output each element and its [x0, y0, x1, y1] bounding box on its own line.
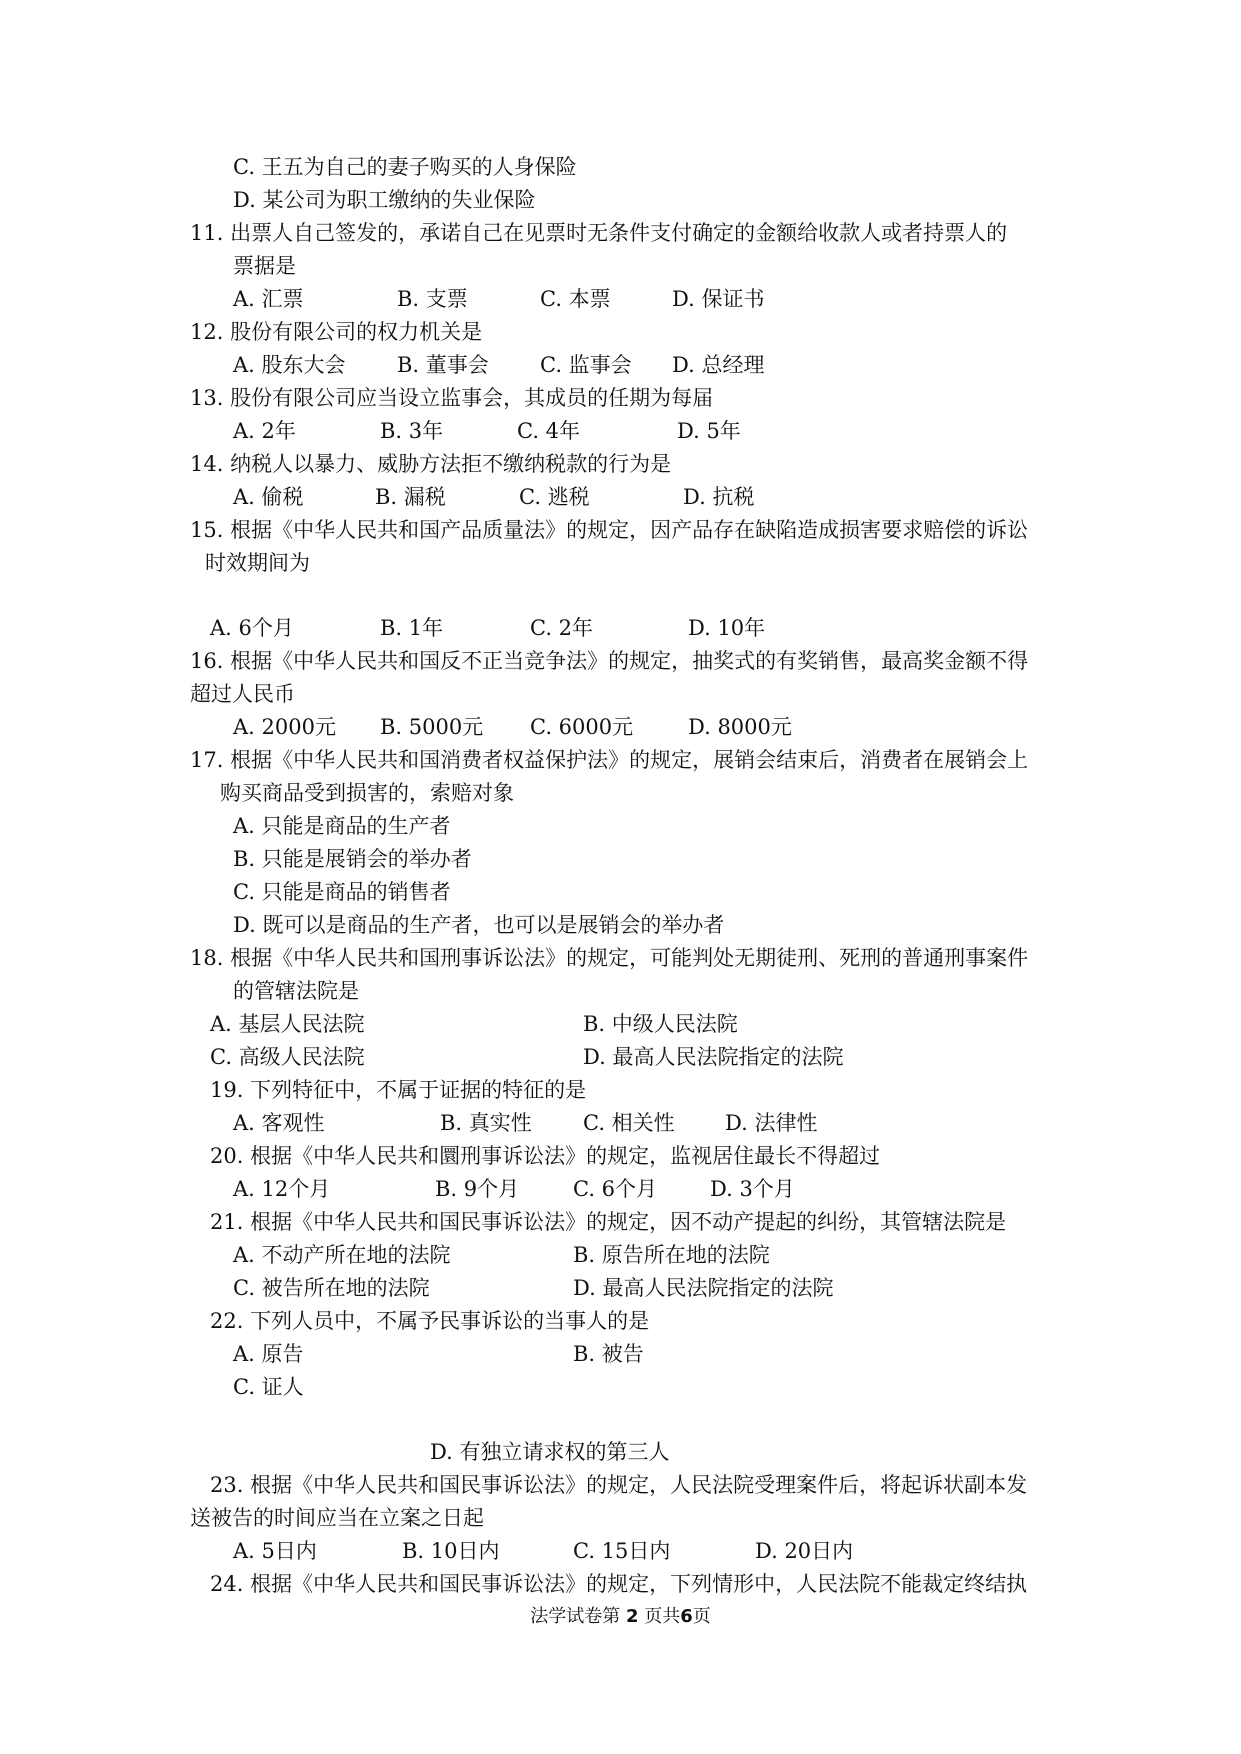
- text-line: C. 监事会: [540, 353, 632, 377]
- text-line: C. 2年: [530, 616, 594, 640]
- text-line: A. 12个月: [233, 1177, 331, 1201]
- footer-prefix: 法学试卷第: [530, 1606, 621, 1627]
- text-line: B. 董事会: [397, 353, 489, 377]
- text-line: 17. 根据《中华人民共和国消费者权益保护法》的规定，展销会结束后，消费者在展销会上: [190, 748, 1029, 772]
- text-line: A. 股东大会: [233, 353, 346, 377]
- text-line: A. 汇票: [233, 287, 304, 311]
- text-line: 22. 下列人员中，不属予民事诉讼的当事人的是: [210, 1309, 650, 1333]
- text-line: 11. 出票人自己签发的，承诺自己在见票时无条件支付确定的金额给收款人或者持票人的: [190, 221, 1008, 245]
- text-line: A. 6个月: [210, 616, 294, 640]
- text-line: C. 本票: [540, 287, 611, 311]
- text-line: C. 被告所在地的法院: [233, 1276, 430, 1300]
- text-line: A. 基层人民法院: [210, 1012, 365, 1036]
- footer-suffix: 页: [692, 1606, 711, 1627]
- text-line: D. 10年: [688, 616, 766, 640]
- text-line: 18. 根据《中华人民共和国刑事诉讼法》的规定，可能判处无期徒刑、死刑的普通刑事案件: [190, 946, 1029, 970]
- text-line: B. 原告所在地的法院: [573, 1243, 770, 1267]
- text-line: D. 法律性: [725, 1111, 818, 1135]
- text-line: 票据是: [233, 254, 296, 278]
- text-line: A. 2年: [233, 419, 296, 443]
- text-line: 16. 根据《中华人民共和国反不正当竞争法》的规定，抽奖式的有奖销售，最高奖金额不得: [190, 649, 1029, 673]
- text-line: D. 最高人民法院指定的法院: [583, 1045, 844, 1069]
- text-line: D. 既可以是商品的生产者，也可以是展销会的举办者: [233, 913, 725, 937]
- text-line: 24. 根据《中华人民共和国民事诉讼法》的规定，下列情形中，人民法院不能裁定终结执: [210, 1572, 1028, 1596]
- text-line: 19. 下列特征中，不属于证据的特征的是: [210, 1078, 587, 1102]
- text-line: D. 有独立请求权的第三人: [430, 1440, 670, 1464]
- text-line: B. 支票: [397, 287, 468, 311]
- text-line: C. 高级人民法院: [210, 1045, 365, 1069]
- text-line: B. 1年: [380, 616, 444, 640]
- text-line: C. 王五为自己的妻子购买的人身保险: [233, 155, 577, 179]
- text-line: D. 抗税: [683, 485, 755, 509]
- text-line: B. 中级人民法院: [583, 1012, 738, 1036]
- text-line: C. 逃税: [519, 485, 590, 509]
- text-line: C. 证人: [233, 1375, 304, 1399]
- text-line: B. 被告: [573, 1342, 644, 1366]
- text-line: 14. 纳税人以暴力、威胁方法拒不缴纳税款的行为是: [190, 452, 672, 476]
- page-footer: [0, 1605, 1241, 1629]
- text-line: B. 5000元: [380, 715, 484, 739]
- text-line: 13. 股份有限公司应当设立监事会，其成员的任期为每届: [190, 386, 714, 410]
- text-line: C. 相关性: [583, 1111, 675, 1135]
- text-line: A. 原告: [233, 1342, 304, 1366]
- text-line: A. 5日内: [233, 1539, 317, 1563]
- text-line: B. 真实性: [440, 1111, 532, 1135]
- text-line: A. 只能是商品的生产者: [233, 814, 451, 838]
- text-line: C. 6个月: [573, 1177, 658, 1201]
- text-line: 购买商品受到损害的，索赔对象: [220, 781, 514, 805]
- text-line: D. 5年: [677, 419, 741, 443]
- text-line: A. 2000元: [233, 715, 336, 739]
- text-line: A. 客观性: [233, 1111, 325, 1135]
- text-line: A. 偷税: [233, 485, 304, 509]
- text-line: 送被告的时间应当在立案之日起: [190, 1506, 484, 1530]
- text-line: B. 9个月: [435, 1177, 520, 1201]
- text-line: 超过人民币: [190, 682, 295, 706]
- text-line: 15. 根据《中华人民共和国产品质量法》的规定，因产品存在缺陷造成损害要求赔偿的诉讼: [190, 518, 1029, 542]
- text-line: 21. 根据《中华人民共和国民事诉讼法》的规定，因不动产提起的纠纷，其管辖法院是: [210, 1210, 1007, 1234]
- text-line: C. 只能是商品的销售者: [233, 880, 451, 904]
- text-line: D. 最高人民法院指定的法院: [573, 1276, 834, 1300]
- text-line: B. 10日内: [402, 1539, 500, 1563]
- text-line: 12. 股份有限公司的权力机关是: [190, 320, 483, 344]
- footer-total-pages: 6: [680, 1606, 693, 1627]
- text-line: D. 8000元: [688, 715, 792, 739]
- text-line: D. 某公司为职工缴纳的失业保险: [233, 188, 536, 212]
- text-line: 20. 根据《中华人民共和圜刑事诉讼法》的规定，监视居住最长不得超过: [210, 1144, 881, 1168]
- text-line: D. 3个月: [710, 1177, 795, 1201]
- text-line: B. 只能是展销会的举办者: [233, 847, 472, 871]
- text-line: B. 漏税: [375, 485, 446, 509]
- text-line: A. 不动产所在地的法院: [233, 1243, 451, 1267]
- text-line: 的管辖法院是: [233, 979, 359, 1003]
- footer-page-number: 2: [625, 1606, 639, 1627]
- text-line: C. 4年: [517, 419, 581, 443]
- text-line: 23. 根据《中华人民共和国民事诉讼法》的规定，人民法院受理案件后，将起诉状副本发: [210, 1473, 1028, 1497]
- text-line: D. 总经理: [672, 353, 765, 377]
- text-line: C. 15日内: [573, 1539, 671, 1563]
- text-line: C. 6000元: [530, 715, 634, 739]
- text-line: 时效期间为: [205, 551, 310, 575]
- text-line: B. 3年: [380, 419, 444, 443]
- text-line: D. 保证书: [672, 287, 765, 311]
- text-line: D. 20日内: [755, 1539, 854, 1563]
- footer-middle: 页共: [644, 1606, 681, 1627]
